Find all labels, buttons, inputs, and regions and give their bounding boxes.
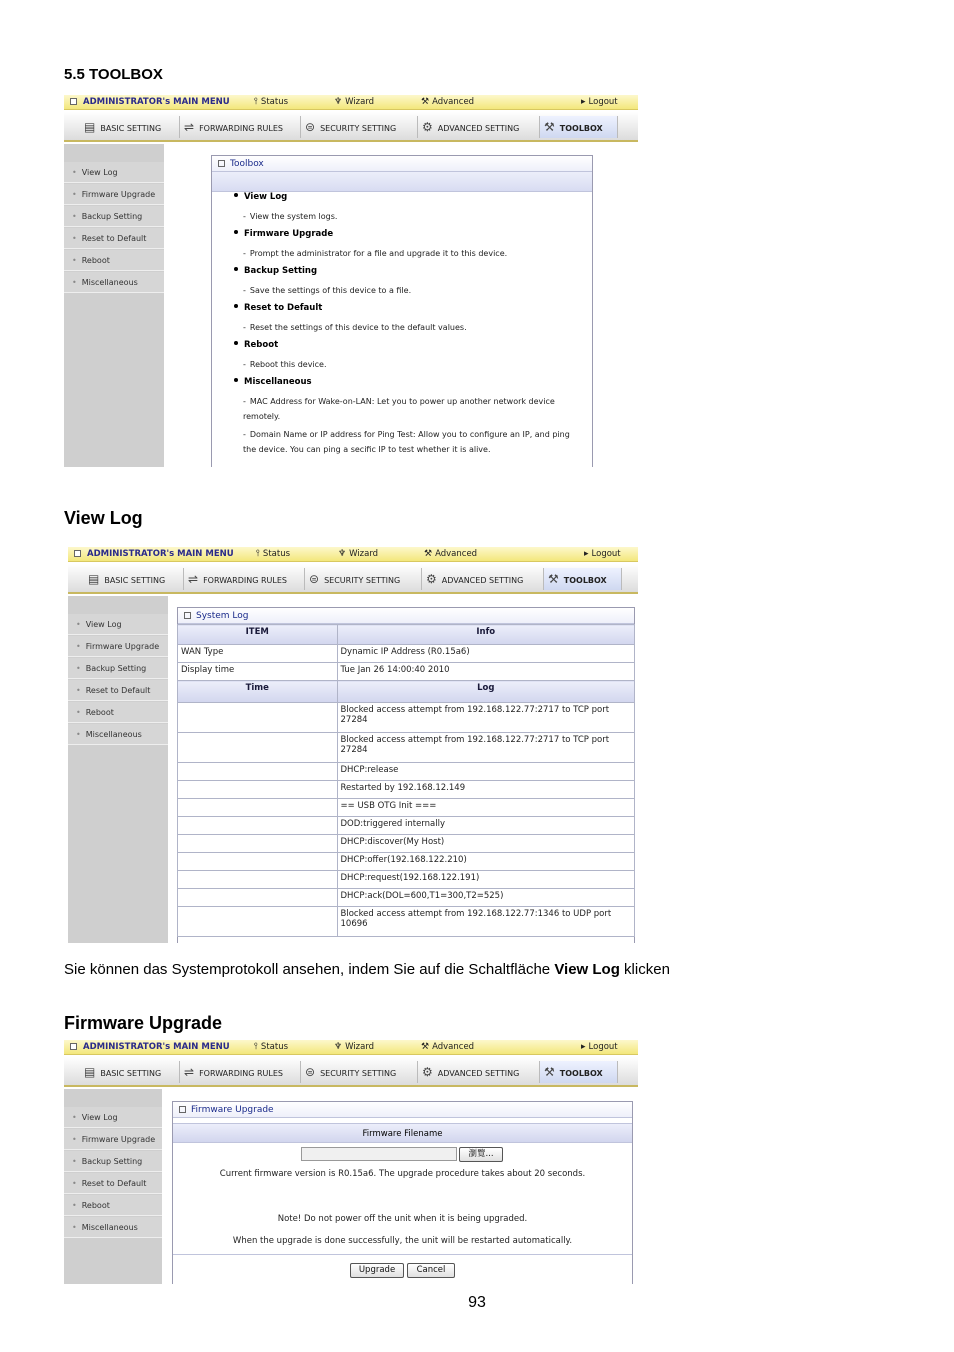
tab-bar (68, 564, 638, 594)
cancel-button[interactable]: Cancel (407, 1263, 455, 1278)
firmware-heading: Firmware Upgrade (64, 1013, 223, 1033)
tab-bar (64, 1057, 638, 1087)
wizard-link[interactable]: ♆ Wizard (334, 97, 375, 107)
table-row: WAN Type Dynamic IP Address (R0.15a6) (178, 645, 635, 663)
firmware-panel-title: Firmware Upgrade (173, 1102, 632, 1118)
sidebar-item-miscellaneous[interactable]: • Miscellaneous (64, 1217, 162, 1238)
col-time-header: Time (178, 681, 338, 703)
status-icon: ⫯ (254, 1042, 258, 1052)
toolbox-screenshot (64, 95, 638, 467)
page-number: 93 (468, 1294, 486, 1311)
top-menu-bar (64, 95, 638, 110)
firmware-restart-text: When the upgrade is done successfully, the unit will be restarted automatically. (232, 1236, 573, 1246)
forwarding-icon: ⇌ (184, 1065, 195, 1079)
toolbox-icon: ⚒ (544, 120, 555, 134)
list-item: Backup Setting - Save the settings of this device to a file. (234, 266, 573, 298)
tab-basic-setting[interactable]: ▤ BASIC SETTING (80, 116, 180, 138)
toolbox-icon: ⚒ (548, 572, 559, 586)
folder-icon: ▤ (84, 1065, 96, 1079)
tab-forwarding-rules[interactable]: ⇌ FORWARDING RULES (180, 1061, 301, 1083)
tab-security-setting[interactable]: ⊜ SECURITY SETTING (301, 1061, 418, 1083)
wizard-icon: ♆ (338, 549, 347, 559)
table-row: DHCP:request(192.168.122.191) (178, 871, 635, 889)
advanced-link[interactable]: ⚒ Advanced (424, 549, 478, 559)
status-icon: ⫯ (254, 97, 258, 107)
sidebar-item-reboot[interactable]: • Reboot (64, 250, 164, 271)
toolbox-icon: ⚒ (544, 1065, 555, 1079)
advanced-icon: ⚒ (424, 549, 433, 559)
table-row: DHCP:discover(My Host) (178, 835, 635, 853)
wizard-icon: ♆ (334, 1042, 343, 1052)
tab-toolbox[interactable]: ⚒ TOOLBOX (540, 1061, 618, 1083)
tab-toolbox[interactable]: ⚒ TOOLBOX (540, 116, 618, 138)
tools-icon: ⚙ (426, 572, 437, 586)
table-row: Display time Tue Jan 26 14:00:40 2010 (178, 663, 635, 681)
arrow-right-icon: ▸ (581, 97, 586, 107)
sidebar-item-reset-default[interactable]: • Reset to Default (68, 680, 168, 701)
list-item: Firmware Upgrade - Prompt the administrator for a file and upgrade it to this device. (234, 229, 573, 261)
sidebar (68, 596, 168, 943)
tab-security-setting[interactable]: ⊜ SECURITY SETTING (301, 116, 418, 138)
tab-security-setting[interactable]: ⊜ SECURITY SETTING (305, 568, 422, 590)
toolbox-list (234, 192, 573, 462)
firmware-screenshot (64, 1040, 638, 1284)
sidebar (64, 144, 164, 467)
sidebar-item-view-log[interactable]: • View Log (68, 614, 168, 635)
advanced-link[interactable]: ⚒ Advanced (421, 97, 475, 107)
firmware-panel (172, 1101, 633, 1284)
browse-button[interactable]: 瀏覽... (459, 1147, 503, 1162)
table-row: Restarted by 192.168.12.149 (178, 781, 635, 799)
viewlog-screenshot (68, 547, 638, 943)
tab-bar (64, 112, 638, 142)
viewlog-heading: View Log (64, 508, 143, 528)
toolbox-panel-title: Toolbox (212, 156, 592, 172)
sidebar-item-reboot[interactable]: • Reboot (64, 1195, 162, 1216)
system-log-panel (177, 607, 635, 943)
sidebar (64, 1089, 162, 1284)
col-info-header: Info (337, 625, 635, 645)
firmware-note-text: Note! Do not power off the unit when it is being upgraded. (277, 1214, 528, 1224)
sidebar-item-firmware-upgrade[interactable]: • Firmware Upgrade (68, 636, 168, 657)
tools-icon: ⚙ (422, 120, 433, 134)
admin-main-menu[interactable]: ADMINISTRATOR's MAIN MENU (70, 97, 230, 107)
forwarding-icon: ⇌ (188, 572, 199, 586)
arrow-right-icon: ▸ (584, 549, 589, 559)
toolbox-panel (211, 155, 593, 467)
folder-icon: ▤ (88, 572, 100, 586)
col-log-header: Log (337, 681, 635, 703)
top-menu-bar (68, 547, 638, 562)
admin-main-menu[interactable]: ADMINISTRATOR's MAIN MENU (74, 549, 234, 559)
upgrade-button[interactable]: Upgrade (350, 1263, 404, 1278)
sidebar-item-reset-default[interactable]: • Reset to Default (64, 228, 164, 249)
tab-forwarding-rules[interactable]: ⇌ FORWARDING RULES (184, 568, 305, 590)
sidebar-item-backup-setting[interactable]: • Backup Setting (64, 206, 164, 227)
table-row: DHCP:release (178, 763, 635, 781)
sidebar-item-reboot[interactable]: • Reboot (68, 702, 168, 723)
security-icon: ⊜ (305, 1065, 316, 1079)
sidebar-item-backup-setting[interactable]: • Backup Setting (64, 1151, 162, 1172)
logout-link[interactable]: ▸ Logout (581, 97, 618, 107)
table-row: Blocked access attempt from 192.168.122.77:2717 to TCP port 27284 (178, 733, 635, 763)
security-icon: ⊜ (309, 572, 320, 586)
toolbox-heading: 5.5 TOOLBOX (64, 66, 163, 83)
tab-forwarding-rules[interactable]: ⇌ FORWARDING RULES (180, 116, 301, 138)
sidebar-item-view-log[interactable]: • View Log (64, 1107, 162, 1128)
status-link[interactable]: ⫯ Status (256, 549, 291, 559)
list-item: Reboot - Reboot this device. (234, 340, 573, 372)
sidebar-item-miscellaneous[interactable]: • Miscellaneous (68, 724, 168, 745)
sidebar-item-firmware-upgrade[interactable]: • Firmware Upgrade (64, 1129, 162, 1150)
wizard-link[interactable]: ♆ Wizard (334, 1042, 375, 1052)
table-row: DOD:triggered internally (178, 817, 635, 835)
tab-basic-setting[interactable]: ▤ BASIC SETTING (80, 1061, 180, 1083)
top-menu-bar (64, 1040, 638, 1055)
system-log-table (177, 624, 635, 937)
table-row: DHCP:offer(192.168.122.210) (178, 853, 635, 871)
tab-advanced-setting[interactable]: ⚙ ADVANCED SETTING (418, 1061, 540, 1083)
status-link[interactable]: ⫯ Status (254, 1042, 289, 1052)
sidebar-item-miscellaneous[interactable]: • Miscellaneous (64, 272, 164, 293)
forwarding-icon: ⇌ (184, 120, 195, 134)
logout-link[interactable]: ▸ Logout (584, 549, 621, 559)
advanced-link[interactable]: ⚒ Advanced (421, 1042, 475, 1052)
status-icon: ⫯ (256, 549, 260, 559)
list-item: Reset to Default - Reset the settings of this device to the default values. (234, 303, 573, 335)
advanced-icon: ⚒ (421, 1042, 430, 1052)
tab-advanced-setting[interactable]: ⚙ ADVANCED SETTING (418, 116, 540, 138)
status-link[interactable]: ⫯ Status (254, 97, 289, 107)
tab-basic-setting[interactable]: ▤ BASIC SETTING (84, 568, 184, 590)
advanced-icon: ⚒ (421, 97, 430, 107)
wizard-link[interactable]: ♆ Wizard (338, 549, 379, 559)
tab-advanced-setting[interactable]: ⚙ ADVANCED SETTING (422, 568, 544, 590)
logout-link[interactable]: ▸ Logout (581, 1042, 618, 1052)
arrow-right-icon: ▸ (581, 1042, 586, 1052)
sidebar-item-view-log[interactable]: • View Log (64, 162, 164, 183)
folder-icon: ▤ (84, 120, 96, 134)
table-row: DHCP:ack(DOL=600,T1=300,T2=525) (178, 889, 635, 907)
sidebar-item-firmware-upgrade[interactable]: • Firmware Upgrade (64, 184, 164, 205)
viewlog-caption: Sie können das Systemprotokoll ansehen, indem Sie auf die Schaltfläche View Log klicken (64, 961, 670, 978)
list-item: View Log - View the system logs. (234, 192, 573, 224)
list-item: Miscellaneous - MAC Address for Wake-on-LAN: Let you to power up another network device remotely. - Domain Name or IP address for Ping Test: Allow you to configure an IP, and ping the device. You can ping a secific IP to test whether it is alive. (234, 377, 573, 457)
table-row: == USB OTG Init === (178, 799, 635, 817)
tab-toolbox[interactable]: ⚒ TOOLBOX (544, 568, 622, 590)
firmware-filename-label: Firmware Filename (173, 1123, 632, 1143)
security-icon: ⊜ (305, 120, 316, 134)
firmware-file-input[interactable] (301, 1147, 457, 1161)
wizard-icon: ♆ (334, 97, 343, 107)
col-item-header: ITEM (178, 625, 338, 645)
table-row: Blocked access attempt from 192.168.122.77:1346 to UDP port 10696 (178, 907, 635, 937)
sidebar-item-reset-default[interactable]: • Reset to Default (64, 1173, 162, 1194)
tools-icon: ⚙ (422, 1065, 433, 1079)
admin-main-menu[interactable]: ADMINISTRATOR's MAIN MENU (70, 1042, 230, 1052)
table-row: Blocked access attempt from 192.168.122.77:2717 to TCP port 27284 (178, 703, 635, 733)
firmware-version-text: Current firmware version is R0.15a6. The upgrade procedure takes about 20 seconds. (219, 1169, 586, 1179)
system-log-title: System Log (178, 608, 634, 624)
sidebar-item-backup-setting[interactable]: • Backup Setting (68, 658, 168, 679)
